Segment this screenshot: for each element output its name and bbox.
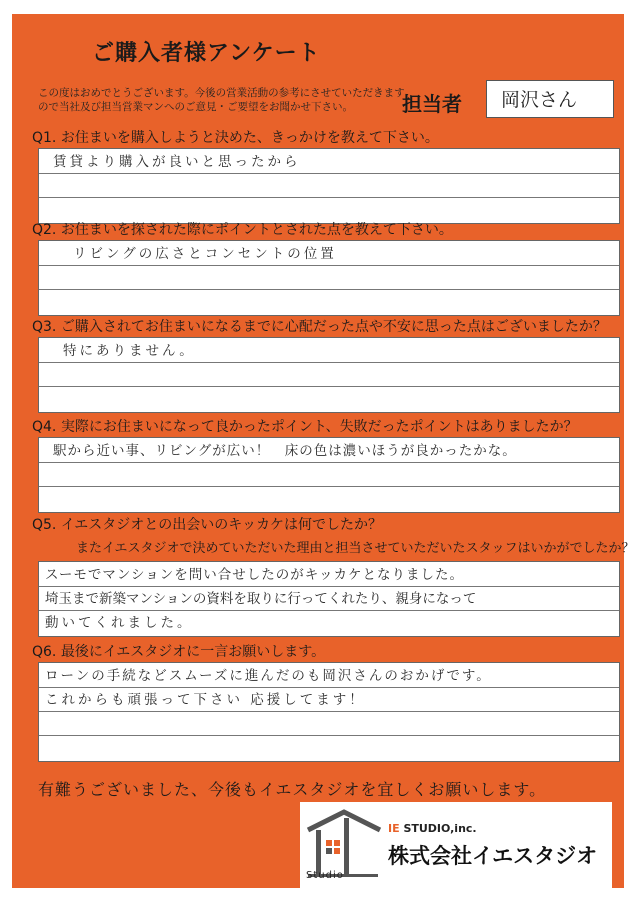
closing-message: 有難うございました、今後もイエスタジオを宜しくお願いします。	[38, 780, 547, 799]
question-6-label	[32, 641, 622, 661]
answer-line	[39, 386, 619, 410]
company-logo	[300, 802, 612, 892]
answer-line	[39, 562, 619, 587]
question-5-subtext: またイエスタジオで決めていただいた理由と担当させていただいたスタッフはいかがでしたか？	[76, 541, 635, 556]
answer-5-line-2: 埼玉まで新築マンションの資料を取りに行ってくれたり、親身になって	[45, 591, 477, 607]
staff-name-box	[486, 80, 614, 118]
answer-line	[39, 711, 619, 736]
answer-2-line-1: リビングの広さとコンセントの位置	[73, 246, 337, 262]
answer-line	[39, 438, 619, 463]
answer-6-box	[38, 662, 620, 762]
logo-brand-name: STUDIO,inc.	[403, 822, 477, 835]
logo-company-name: 株式会社イエスタジオ	[388, 844, 598, 868]
question-1-text: Q1. お住まいを購入しようと決めた、きっかけを教えて下さい。	[32, 130, 439, 146]
answer-line	[39, 687, 619, 712]
answer-1-line-1: 賃貸より購入が良いと思ったから	[53, 154, 301, 170]
intro-text: この度はおめでとうございます。今後の営業活動の参考にさせていただきますので当社及び担当営業マンへのご意見・ご要望をお聞かせ下さい。	[38, 87, 405, 113]
answer-4-line-1: 駅から近い事、リビングが広い！ 床の色は濃いほうが良かったかな。	[53, 443, 517, 459]
answer-line	[39, 735, 619, 759]
question-2-text: Q2. お住まいを探された際にポイントとされた点を教えて下さい。	[32, 222, 453, 238]
question-1-label	[32, 127, 622, 147]
answer-line	[39, 586, 619, 611]
answer-line	[39, 265, 619, 290]
survey-sheet	[12, 14, 635, 888]
answer-6-line-2: これからも頑張って下さい 応援してます！	[45, 692, 366, 708]
answer-5-line-3: 動いてくれました。	[45, 615, 194, 631]
answer-3-box	[38, 337, 620, 413]
question-5-label	[32, 514, 635, 556]
answer-line	[39, 197, 619, 221]
answer-line	[39, 610, 619, 634]
logo-brand-prefix: IE	[388, 822, 404, 835]
answer-line	[39, 462, 619, 487]
answer-3-line-1: 特にありません。	[63, 343, 196, 359]
answer-1-box	[38, 148, 620, 224]
answer-line	[39, 173, 619, 198]
logo-studio-text: Studio	[306, 870, 344, 881]
answer-6-line-1: ローンの手続などスムーズに進んだのも岡沢さんのおかげです。	[45, 668, 492, 684]
staff-name: 岡沢さん	[501, 89, 578, 111]
question-6-text: Q6. 最後にイエスタジオに一言お願いします。	[32, 644, 326, 660]
answer-line	[39, 241, 619, 266]
question-3-label	[32, 316, 622, 336]
question-5-text: Q5. イエスタジオとの出会いのキッカケは何でしたか？	[32, 517, 382, 533]
logo-brand	[388, 822, 477, 835]
answer-2-box	[38, 240, 620, 316]
answer-line	[39, 486, 619, 510]
question-4-text: Q4. 実際にお住まいになって良かったポイント、失敗だったポイントはありましたか？	[32, 419, 578, 435]
staff-label: 担当者	[402, 92, 462, 116]
answer-4-box	[38, 437, 620, 513]
answer-line	[39, 289, 619, 313]
question-2-label	[32, 219, 622, 239]
question-4-label	[32, 416, 622, 436]
answer-5-line-1: スーモでマンションを問い合せしたのがキッカケとなりました。	[45, 567, 464, 583]
question-3-text: Q3. ご購入されてお住まいになるまでに心配だった点や不安に思った点はございましたか？	[32, 319, 607, 335]
page-title: ご購入者様アンケート	[92, 41, 321, 66]
answer-line	[39, 663, 619, 688]
answer-line	[39, 362, 619, 387]
answer-5-box	[38, 561, 620, 637]
answer-line	[39, 338, 619, 363]
answer-line	[39, 149, 619, 174]
